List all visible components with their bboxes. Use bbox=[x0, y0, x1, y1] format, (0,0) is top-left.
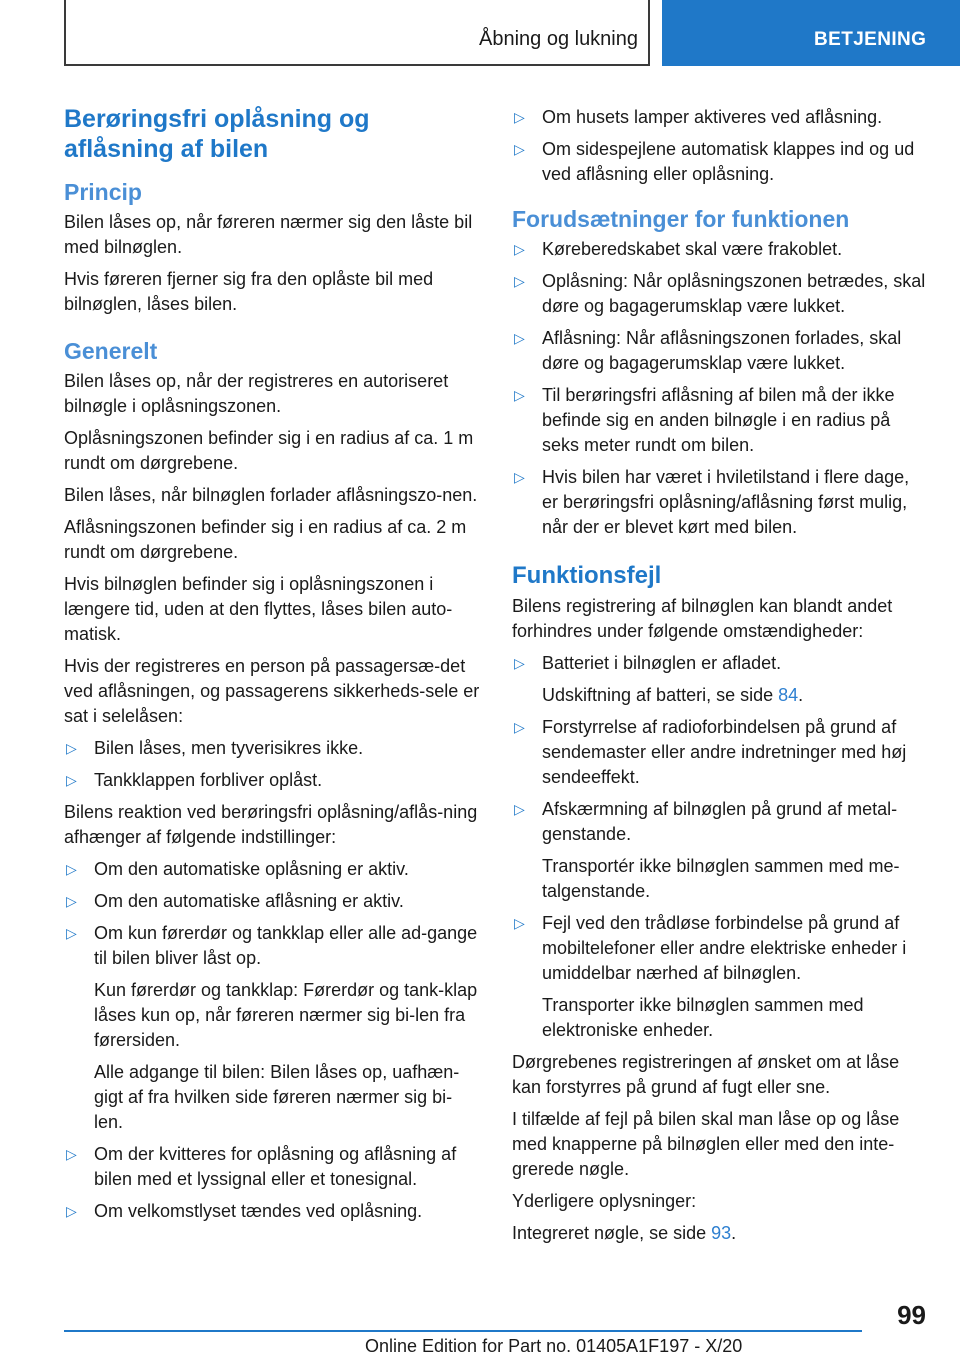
triangle-bullet-icon: ▷ bbox=[514, 469, 525, 485]
list-item: ▷ Om sidespejlene automatisk klappes ind og ud ved aflåsning eller oplåsning. bbox=[514, 139, 915, 184]
triangle-bullet-icon: ▷ bbox=[514, 273, 525, 289]
bullet-list bbox=[512, 105, 928, 187]
page-number: 99 bbox=[897, 1300, 926, 1330]
triangle-bullet-icon: ▷ bbox=[514, 241, 525, 257]
triangle-bullet-icon: ▷ bbox=[66, 925, 77, 941]
bullet-list bbox=[512, 237, 928, 540]
paragraph: I tilfælde af fejl på bilen skal man låse op og låse med knapperne på bilnøglen eller med den inte-grerede nøgle. bbox=[512, 1109, 900, 1179]
left-column bbox=[64, 100, 480, 1231]
paragraph: Bilen låses, når bilnøglen forlader aflåsningszo-nen. bbox=[64, 485, 478, 505]
triangle-bullet-icon: ▷ bbox=[66, 772, 77, 788]
list-item: ▷ Fejl ved den trådløse forbindelse på grund af mobiltelefoner eller andre elektriske enheder i umiddelbar nærhed af bilnøglen. Transporter ikke bilnøglen sammen med elektroniske enheder. bbox=[512, 911, 928, 1043]
triangle-bullet-icon: ▷ bbox=[514, 141, 525, 157]
list-item: ▷ Om velkomstlyset tændes ved oplåsning. bbox=[64, 1199, 480, 1224]
list-item: ▷ Batteriet i bilnøglen er afladet. Udskiftning af batteri, se side 84. bbox=[512, 651, 928, 708]
paragraph: Aflåsningszonen befinder sig i en radius af ca. 2 m rundt om dørgrebene. bbox=[64, 517, 467, 562]
list-item: ▷ Om der kvitteres for oplåsning og aflåsning af bilen med et lyssignal eller et tonesignal. bbox=[66, 1144, 457, 1189]
footer-edition: Online Edition for Part no. 01405A1F197 - X/20 bbox=[365, 1336, 743, 1356]
list-item: ▷ Afskærmning af bilnøglen på grund af metal-genstande. Transportér ikke bilnøglen sammen med me-talgenstande. bbox=[512, 797, 928, 904]
triangle-bullet-icon: ▷ bbox=[514, 330, 525, 346]
bullet-list bbox=[64, 736, 480, 793]
list-item: ▷ Til berøringsfri aflåsning af bilen må der ikke befinde sig en anden bilnøgle i en radius på seks meter rundt om bilen. bbox=[514, 385, 895, 455]
triangle-bullet-icon: ▷ bbox=[66, 1203, 77, 1219]
heading-princip: Princip bbox=[64, 179, 142, 205]
paragraph: Bilens registrering af bilnøglen kan blandt andet forhindres under følgende omstændigheder: bbox=[512, 596, 893, 641]
list-item: ▷ Om den automatiske aflåsning er aktiv. bbox=[64, 889, 480, 914]
sub-paragraph: Transportér ikke bilnøglen sammen med me-talgenstande. bbox=[542, 856, 900, 901]
bullet-list bbox=[512, 651, 928, 1043]
paragraph: Hvis føreren fjerner sig fra den oplåste bil med bilnøglen, låses bilen. bbox=[64, 269, 434, 314]
sub-paragraph: Kun førerdør og tankklap: Førerdør og tank-klap låses kun op, når føreren nærmer sig bi-len fra førersiden. bbox=[94, 980, 478, 1050]
paragraph: Oplåsningszonen befinder sig i en radius af ca. 1 m rundt om dørgrebene. bbox=[64, 428, 474, 473]
page-link-93[interactable]: 93 bbox=[711, 1223, 732, 1243]
list-item: ▷ Forstyrrelse af radioforbindelsen på grund af sendemaster eller andre indretninger med høj sendeeffekt. bbox=[514, 717, 907, 787]
triangle-bullet-icon: ▷ bbox=[514, 387, 525, 403]
triangle-bullet-icon: ▷ bbox=[514, 801, 525, 817]
section-title: Åbning og lukning bbox=[478, 28, 638, 50]
chapter-tab[interactable] bbox=[662, 0, 960, 66]
triangle-bullet-icon: ▷ bbox=[66, 740, 77, 756]
heading-forudsaetninger: Forudsætninger for funktionen bbox=[512, 206, 850, 232]
heading-funktionsfejl: Funktionsfejl bbox=[512, 562, 662, 589]
list-item: ▷ Om kun førerdør og tankklap eller alle ad-gange til bilen bliver låst op. Kun førerdør og tankklap: Førerdør og tank-klap låses kun op, når føreren nærmer sig bi-len fra førersiden. Alle adgange til bilen: Bilen låses op, uafhæn-gigt af fra hvilken side føreren nærmer sig bi-len. bbox=[64, 921, 480, 1135]
triangle-bullet-icon: ▷ bbox=[66, 893, 77, 909]
right-column bbox=[512, 105, 928, 1253]
paragraph: Hvis der registreres en person på passagersæ-det ved aflåsningen, og passagerens sikkerheds-sele er sat i selelåsen: bbox=[64, 656, 480, 726]
paragraph: Bilen låses op, når der registreres en autoriseret bilnøgle i oplåsningszonen. bbox=[64, 371, 449, 416]
sub-paragraph: Alle adgange til bilen: Bilen låses op, uafhæn-gigt af fra hvilken side føreren nærmer sig bi-len. bbox=[94, 1062, 460, 1132]
list-item: ▷ Bilen låses, men tyverisikres ikke. bbox=[64, 736, 480, 761]
paragraph: Hvis bilnøglen befinder sig i oplåsningszonen i længere tid, uden at den flyttes, låses bilen auto-matisk. bbox=[64, 574, 453, 644]
list-item: ▷ Om husets lamper aktiveres ved aflåsning. bbox=[512, 105, 928, 130]
triangle-bullet-icon: ▷ bbox=[514, 915, 525, 931]
list-item: ▷ Oplåsning: Når oplåsningszonen betrædes, skal døre og bagagerumsklap være lukket. bbox=[514, 271, 926, 316]
triangle-bullet-icon: ▷ bbox=[66, 1146, 77, 1162]
sub-paragraph: Transporter ikke bilnøglen sammen med elektroniske enheder. bbox=[542, 995, 864, 1040]
triangle-bullet-icon: ▷ bbox=[514, 655, 525, 671]
list-item: ▷ Tankklappen forbliver oplåst. bbox=[64, 768, 480, 793]
heading-generelt: Generelt bbox=[64, 338, 158, 364]
list-item: ▷ Hvis bilen har været i hviletilstand i flere dage, er berøringsfri oplåsning/aflåsning først mulig, når der er blevet kørt med bilen. bbox=[514, 467, 910, 537]
paragraph: Yderligere oplysninger: bbox=[512, 1191, 697, 1211]
paragraph: Dørgrebenes registreringen af ønsket om at låse kan forstyrres på grund af fugt eller sne. bbox=[512, 1052, 900, 1097]
triangle-bullet-icon: ▷ bbox=[66, 861, 77, 877]
paragraph: Integreret nøgle, se side 93. bbox=[512, 1223, 737, 1243]
page-title: Berøringsfri oplåsning og aflåsning af bilen bbox=[64, 105, 370, 163]
sub-paragraph: Udskiftning af batteri, se side 84. bbox=[542, 685, 804, 705]
list-item: ▷ Om den automatiske oplåsning er aktiv. bbox=[64, 857, 480, 882]
footer-divider bbox=[64, 1330, 862, 1332]
list-item: ▷ Aflåsning: Når aflåsningszonen forlades, skal døre og bagagerumsklap være lukket. bbox=[514, 328, 902, 373]
bullet-list bbox=[64, 857, 480, 1224]
triangle-bullet-icon: ▷ bbox=[514, 719, 525, 735]
page-link-84[interactable]: 84 bbox=[778, 685, 799, 705]
paragraph: Bilens reaktion ved berøringsfri oplåsning/aflås-ning afhænger af følgende indstillinger: bbox=[64, 802, 478, 847]
chapter-tab-label: BETJENING bbox=[814, 29, 927, 50]
page-header bbox=[0, 0, 960, 66]
paragraph: Bilen låses op, når føreren nærmer sig den låste bil med bilnøglen. bbox=[64, 212, 473, 257]
list-item: ▷ Køreberedskabet skal være frakoblet. bbox=[512, 237, 928, 262]
triangle-bullet-icon: ▷ bbox=[514, 109, 525, 125]
